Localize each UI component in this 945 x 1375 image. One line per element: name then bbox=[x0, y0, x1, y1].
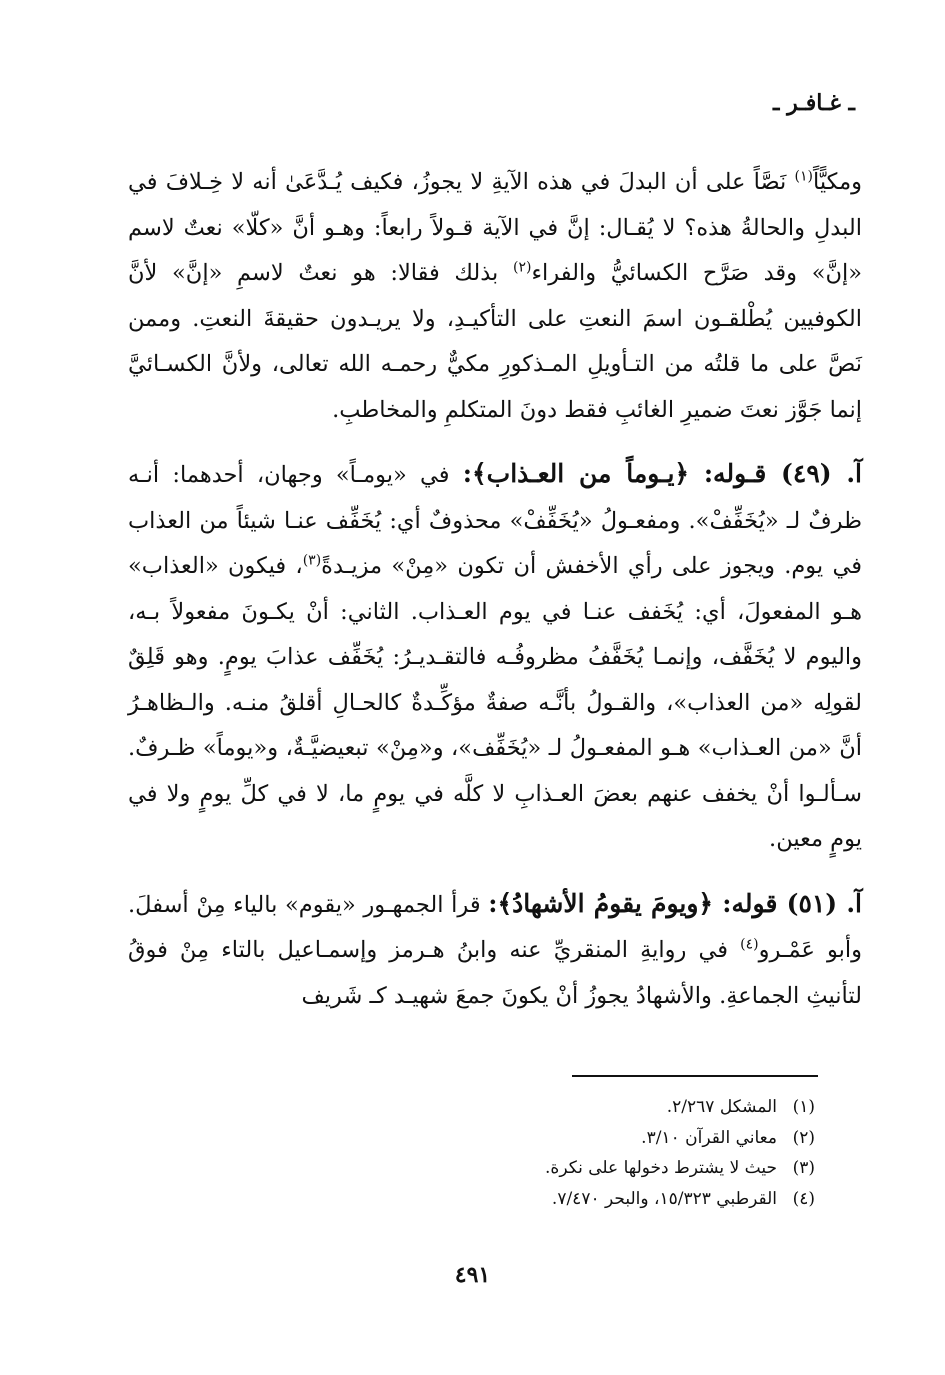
footnote-number: (٤) bbox=[792, 1188, 815, 1209]
text-segment: ، فيكون «العذاب» هـو المفعولَ، أي: يُخَفف عنـا في يوم العـذاب. الثاني: أنْ يكـونَ مفعولاً بـه، واليوم لا يُخَفَّف، وإنمـا يُخَفَّفُ مظروفُـه فالتقـديـرُ: يُخَفِّف عذابَ يومٍ. وهو قَلِقٌ لقولِه «من العذاب»، والقـولُ بأنَّـه صفةٌ مؤكِّـدةٌ كالحـالِ أقلقُ منـه. والـظاهـرُ أنَّ «من العـذاب» هـو المفعـولُ لـ «يُخَفِّف»، و«مِنْ» تبعيضيَّـةٌ، و«يوماً» ظـرفٌ. سـألـوا أنْ يخفف عنهم بعضَ العـذابِ لا كلَّه في يومٍ ما، لا في كلِّ يومٍ ولا في يومٍ معين. bbox=[128, 553, 862, 852]
verse-heading: آ. (٥١) قوله: ﴿ويومَ يقومُ الأشهادُ﴾: bbox=[488, 888, 862, 918]
paragraph-1 bbox=[128, 160, 862, 433]
paragraph-3 bbox=[128, 881, 862, 1020]
footnote-text: القرطبي ١٥/٣٢٣، والبحر ٧/٤٧٠. bbox=[551, 1188, 777, 1209]
footnote-number: (١) bbox=[792, 1097, 815, 1117]
footnote-number: (٢) bbox=[792, 1127, 815, 1148]
main-text bbox=[128, 160, 862, 1019]
paragraph-2 bbox=[128, 451, 862, 863]
footnote-ref: (٣) bbox=[302, 552, 322, 569]
footnote-ref: (١) bbox=[794, 168, 814, 185]
text-segment: ومكيًّاً bbox=[813, 169, 863, 195]
footnote-text: حيث لا يشترط دخولها على نكرة. bbox=[545, 1158, 777, 1178]
footnote-text: معاني القرآن ٣/١٠. bbox=[641, 1127, 777, 1148]
footnote-separator bbox=[572, 1075, 818, 1077]
footnote-item bbox=[400, 1092, 815, 1123]
running-head: ـ غـافـر ـ bbox=[773, 90, 855, 116]
text-segment: في روايةِ المنقريِّ عنه وابنُ هـرمز وإسمـاعيل بالتاء مِنْ فوقُ لتأنيثِ الجماعةِ. والأشهادُ يجوزُ أنْ يكونَ جمعَ شهيـد كـ شَريف bbox=[128, 937, 862, 1009]
text-segment: نَصَّاً على أن البدلَ في هذه الآيةِ لا يجوزُ، فكيف يُـدَّعَىٰ أنه لا خِـلافَ في البدلِ والحالةُ هذه؟ لا يُقـال: إنَّ في الآية قـولاً رابعاً: وهـو أنَّ «كلّا» نعتٌ لاسم «إنَّ» وقد صَرَّح الكسائيُّ والفراء bbox=[128, 169, 862, 286]
footnote-ref: (٢) bbox=[513, 259, 532, 276]
verse-heading: آ. (٤٩) قـوله: ﴿يـوماً من العـذاب﴾: bbox=[462, 459, 863, 488]
footnote-number: (٣) bbox=[792, 1158, 815, 1178]
footnote-text: المشكل ٢/٢٦٧. bbox=[666, 1097, 777, 1117]
footnote-item bbox=[400, 1123, 815, 1154]
text-segment: بذلك فقالا: هو نعتٌ لاسمِ «إنَّ» لأنَّ الكوفيين يُطْلقـون اسمَ النعتِ على التأكيـدِ، ولا يريـدون حقيقةَ النعتِ. وممن نَصَّ على ما قلتُه من التـأويلِ المـذكورِ مكيٌّ رحمـه الله تعالى، ولأنَّ الكسـائيَّ إنما جَوَّز نعتَ ضميرِ الغائبِ فقط دونَ المتكلمِ والمخاطبِ. bbox=[128, 260, 862, 423]
text-segment: في «يومـاً» وجهان، أحدهما: أنـه ظرفٌ لـ «يُخَفِّفْ». ومفعـولُ «يُخَفِّفْ» محذوفٌ أي: يُخَفِّف عنـا شيئاً من العذاب في يوم. ويجوز على رأي الأخفش أن تكون «مِنْ» مزيـدةً bbox=[128, 462, 862, 579]
footnote-ref: (٤) bbox=[740, 936, 759, 953]
footnotes bbox=[400, 1092, 815, 1214]
footnote-item bbox=[400, 1184, 815, 1215]
footnote-item bbox=[400, 1153, 815, 1184]
text-segment: قرأ الجمهـور «يقوم» بالياء مِنْ أسفلَ. وأبو عَمْـرو bbox=[128, 891, 862, 963]
page-number: ٤٩١ bbox=[454, 1262, 491, 1288]
